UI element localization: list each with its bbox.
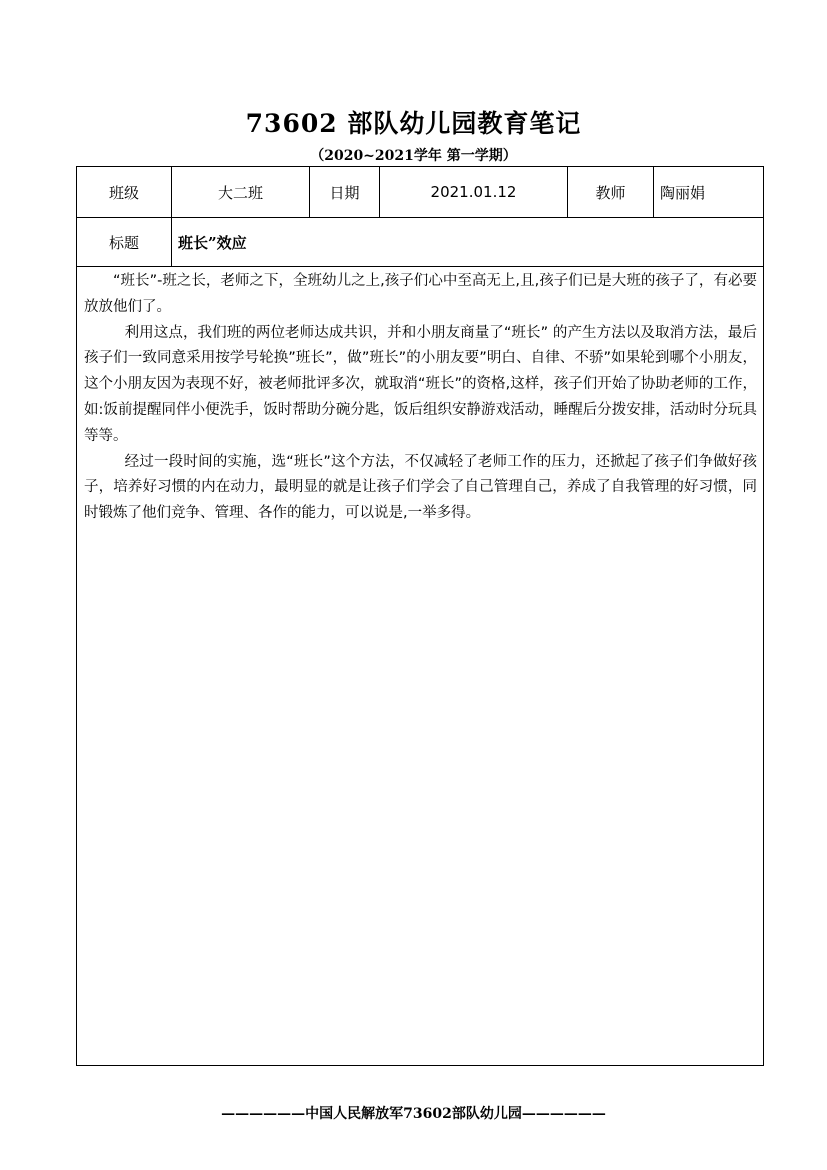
document-subtitle: （2020~2021学年 第一学期）	[310, 148, 517, 164]
notes-body	[77, 267, 763, 527]
teacher-label: 教师	[567, 167, 653, 217]
class-value: 大二班	[171, 167, 309, 217]
body-paragraph-1: “班长”-班之长，老师之下，全班幼儿之上,孩子们心中至高无上,且,孩子们已是大班的孩子了，有必要放放他们了。	[84, 273, 757, 315]
body-paragraph-3: 经过一段时间的实施，选“班长”这个方法，不仅减轻了老师工作的压力，还掀起了孩子们争做好孩子，培养好习惯的内在动力，最明显的就是让孩子们学会了自己管理自己，养成了自我管理的好习惯，同时锻炼了他们竞争、管理、各作的能力，可以说是,一举多得。	[84, 453, 757, 522]
page-footer: ——————中国人民解放军73602部队幼儿园——————	[221, 1106, 606, 1122]
heading-value: 班长”效应	[171, 218, 765, 266]
document-title: 73602 部队幼儿园教育笔记	[245, 109, 582, 138]
info-row	[77, 167, 763, 218]
body-paragraph-2: 利用这点，我们班的两位老师达成共识，并和小朋友商量了“班长” 的产生方法以及取消方法，最后孩子们一致同意采用按学号轮换”班长”，做”班长”的小朋友要”明白、自律、不骄”如果轮到哪个小朋友，这个小朋友因为表现不好，被老师批评多次，就取消“班长”的资格,这样，孩子们开始了协助老师的工作，如:饭前提醒同伴小便洗手，饭时帮助分碗分匙，饭后组织安静游戏活动，睡醒后分拨安排，活动时分玩具等等。	[84, 324, 757, 444]
teacher-value: 陶丽娟	[653, 167, 765, 217]
date-value: 2021.01.12	[379, 167, 567, 217]
class-label: 班级	[108, 183, 139, 202]
notes-table	[76, 166, 764, 1066]
heading-label: 标题	[108, 233, 139, 252]
heading-row	[77, 218, 763, 267]
date-label: 日期	[309, 167, 379, 217]
